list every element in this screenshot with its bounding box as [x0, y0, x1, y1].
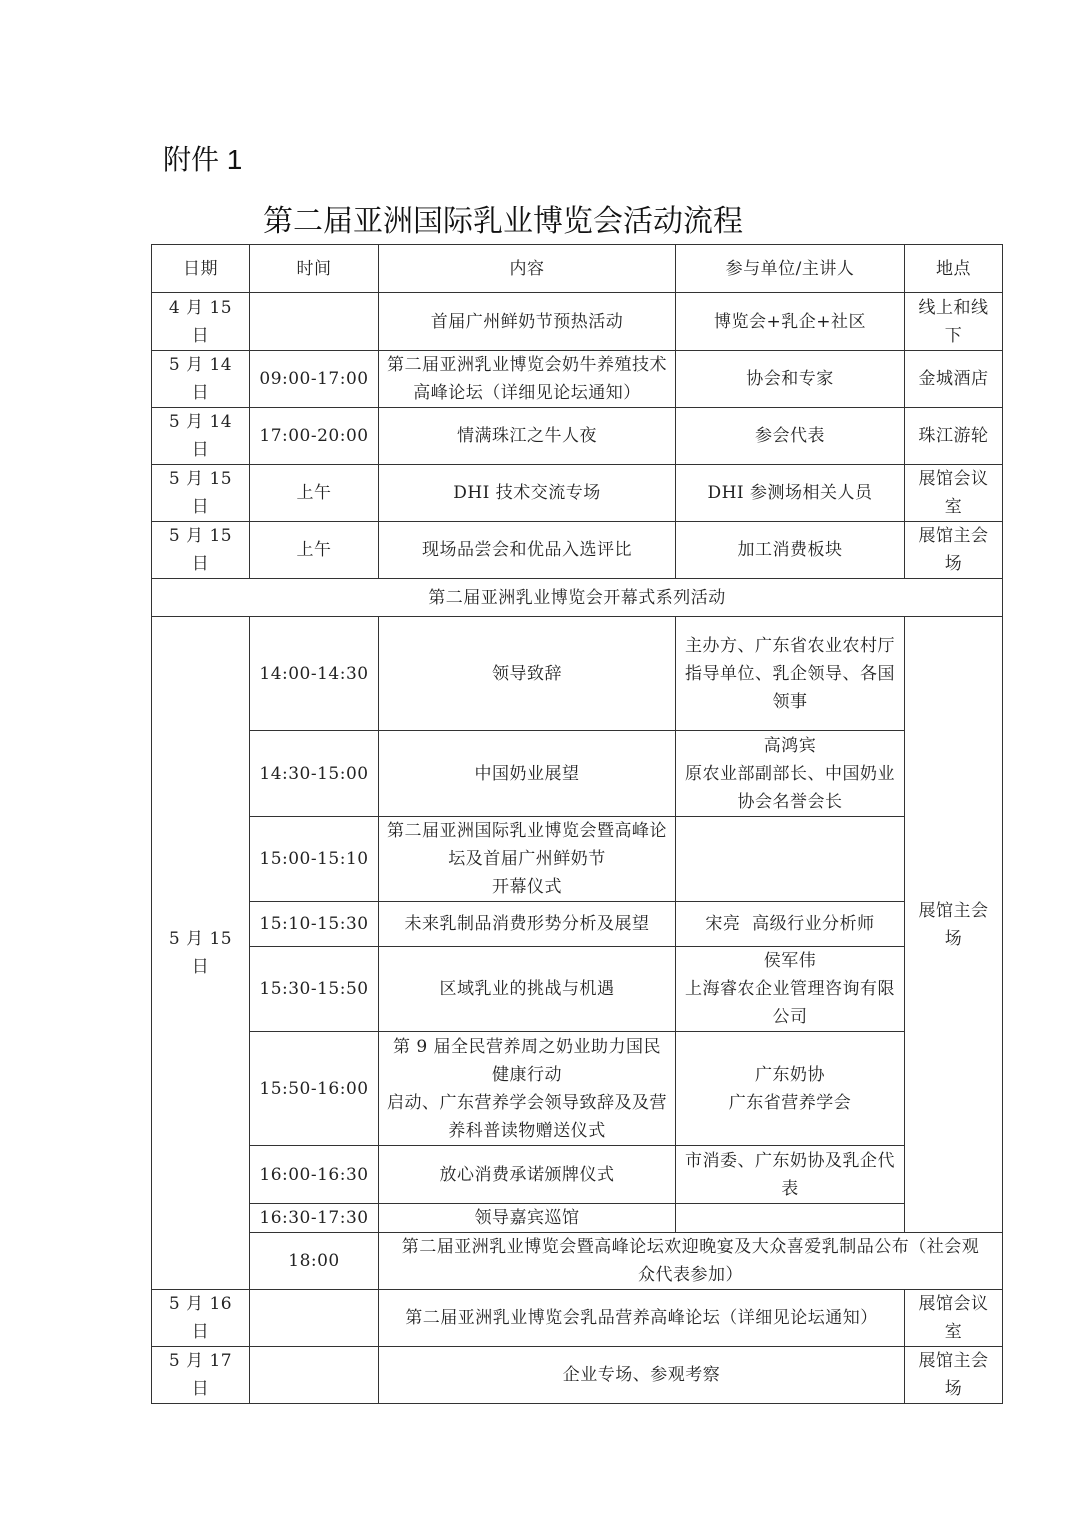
row-date: 4 月 15 日 — [152, 293, 250, 351]
table-row — [152, 1290, 1003, 1347]
row-time: 15:50-16:00 — [250, 1032, 379, 1146]
row-content: 情满珠江之牛人夜 — [379, 408, 676, 465]
row-content: 企业专场、参观考察 — [379, 1347, 905, 1404]
header-date: 日期 — [152, 245, 250, 293]
row-participants: 宋亮 高级行业分析师 — [676, 902, 905, 947]
table-row — [152, 522, 1003, 579]
table-row — [152, 817, 1003, 902]
row-date: 5 月 16 日 — [152, 1290, 250, 1347]
row-venue: 展馆会议室 — [905, 465, 1003, 522]
row-time — [250, 1290, 379, 1347]
row-content: 领导致辞 — [379, 617, 676, 731]
row-content: 区域乳业的挑战与机遇 — [379, 947, 676, 1032]
content-line: 开幕仪式 — [492, 877, 562, 897]
row-time — [250, 293, 379, 351]
row-content — [379, 817, 676, 902]
table-row — [152, 1204, 1003, 1233]
row-participants — [676, 817, 905, 902]
row-participants: 主办方、广东省农业农村厅指导单位、乳企领导、各国领事 — [676, 617, 905, 731]
content-line: 第 9 届全民营养周之奶业助力国民健康行动 — [392, 1036, 662, 1085]
row-participants — [676, 1204, 905, 1233]
row-participants: 博览会+乳企+社区 — [676, 293, 905, 351]
row-date: 5 月 17 日 — [152, 1347, 250, 1404]
row-content: 放心消费承诺颁牌仪式 — [379, 1146, 676, 1204]
participant-title: 上海睿农企业管理咨询有限公司 — [685, 979, 895, 1027]
row-participants — [676, 947, 905, 1032]
row-venue: 展馆会议室 — [905, 1290, 1003, 1347]
annex-label: 附件 1 — [163, 144, 243, 175]
row-content: 领导嘉宾巡馆 — [379, 1204, 676, 1233]
row-content: 第二届亚洲乳业博览会乳品营养高峰论坛（详细见论坛通知） — [379, 1290, 905, 1347]
row-date: 5 月 14 日 — [152, 408, 250, 465]
row-time: 上午 — [250, 522, 379, 579]
row-time: 15:30-15:50 — [250, 947, 379, 1032]
table-row — [152, 1146, 1003, 1204]
row-participants — [676, 731, 905, 817]
row-time: 15:10-15:30 — [250, 902, 379, 947]
row-time: 14:30-15:00 — [250, 731, 379, 817]
table-row — [152, 293, 1003, 351]
row-venue: 金城酒店 — [905, 351, 1003, 408]
participant-line: 广东奶协 — [755, 1064, 825, 1085]
table-header-row — [152, 245, 1003, 293]
row-time: 15:00-15:10 — [250, 817, 379, 902]
row-venue: 线上和线下 — [905, 293, 1003, 351]
header-participants: 参与单位/主讲人 — [676, 245, 905, 293]
content-line: 启动、广东营养学会领导致辞及及营养科普读物赠送仪式 — [387, 1092, 667, 1141]
row-content: DHI 技术交流专场 — [379, 465, 676, 522]
row-date: 5 月 14 日 — [152, 351, 250, 408]
row-content: 第二届亚洲乳业博览会奶牛养殖技术高峰论坛（详细见论坛通知） — [379, 351, 676, 408]
row-content — [379, 1032, 676, 1146]
row-time: 17:00-20:00 — [250, 408, 379, 465]
table-row — [152, 947, 1003, 1032]
table-row — [152, 902, 1003, 947]
schedule-table — [151, 244, 1003, 1404]
row-participants: DHI 参测场相关人员 — [676, 465, 905, 522]
row-date: 5 月 15 日 — [152, 465, 250, 522]
row-content: 未来乳制品消费形势分析及展望 — [379, 902, 676, 947]
content-line: 第二届亚洲国际乳业博览会暨高峰论坛及首届广州鲜奶节 — [387, 821, 667, 869]
header-content: 内容 — [379, 245, 676, 293]
section-header-row — [152, 579, 1003, 617]
table-row — [152, 408, 1003, 465]
table-row — [152, 617, 1003, 731]
table-row — [152, 1233, 1003, 1290]
opening-date: 5 月 15 日 — [152, 617, 250, 1290]
banquet-content: 第二届亚洲乳业博览会暨高峰论坛欢迎晚宴及大众喜爱乳制品公布（社会观众代表参加） — [379, 1233, 1003, 1290]
banquet-time: 18:00 — [250, 1233, 379, 1290]
row-content: 中国奶业展望 — [379, 731, 676, 817]
table-row — [152, 1347, 1003, 1404]
table-row — [152, 731, 1003, 817]
row-time — [250, 1347, 379, 1404]
table-row — [152, 1032, 1003, 1146]
participant-line: 广东省营养学会 — [728, 1092, 852, 1113]
header-time: 时间 — [250, 245, 379, 293]
row-content: 现场品尝会和优品入选评比 — [379, 522, 676, 579]
header-venue: 地点 — [905, 245, 1003, 293]
row-participants: 市消委、广东奶协及乳企代表 — [676, 1146, 905, 1204]
participant-title: 原农业部副部长、中国奶业协会名誉会长 — [685, 763, 895, 812]
row-venue: 展馆主会场 — [905, 1347, 1003, 1404]
row-time: 09:00-17:00 — [250, 351, 379, 408]
participant-name: 高鸿宾 — [763, 735, 817, 756]
row-venue: 珠江游轮 — [905, 408, 1003, 465]
row-time: 16:30-17:30 — [250, 1204, 379, 1233]
row-participants: 加工消费板块 — [676, 522, 905, 579]
row-time: 上午 — [250, 465, 379, 522]
participant-name: 侯军伟 — [763, 951, 817, 971]
row-time: 16:00-16:30 — [250, 1146, 379, 1204]
row-participants: 协会和专家 — [676, 351, 905, 408]
row-time: 14:00-14:30 — [250, 617, 379, 731]
document-title-text: 第二届亚洲国际乳业博览会活动流程 — [263, 205, 743, 238]
row-venue: 展馆主会场 — [905, 522, 1003, 579]
table-row — [152, 351, 1003, 408]
row-participants — [676, 1032, 905, 1146]
opening-venue: 展馆主会场 — [905, 617, 1003, 1233]
row-date: 5 月 15 日 — [152, 522, 250, 579]
row-participants: 参会代表 — [676, 408, 905, 465]
table-row — [152, 465, 1003, 522]
document-title — [0, 196, 1030, 240]
section-header: 第二届亚洲乳业博览会开幕式系列活动 — [152, 579, 1003, 617]
row-content: 首届广州鲜奶节预热活动 — [379, 293, 676, 351]
